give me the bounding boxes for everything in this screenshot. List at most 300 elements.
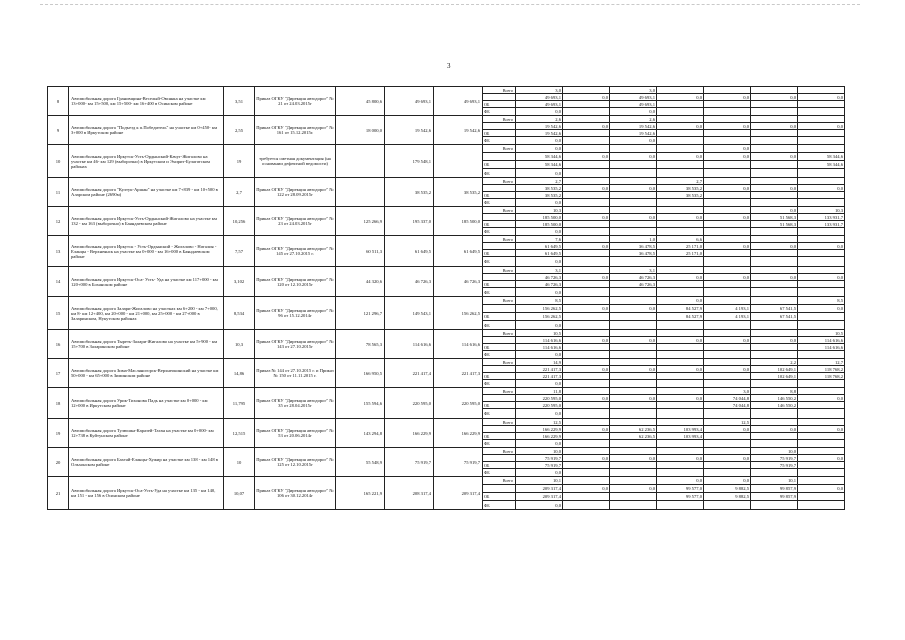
year-value-cell: 0,0 <box>563 426 610 433</box>
funding-source-label: ФБ <box>483 469 516 477</box>
year-value-cell <box>657 199 704 207</box>
estimated-cost: 155 594,6 <box>336 388 385 419</box>
year-value-cell <box>657 169 704 178</box>
year-value-cell <box>610 493 657 501</box>
year-value-cell <box>751 199 798 207</box>
year-value-cell: 10,1 <box>751 477 798 485</box>
current-cost: 46 726,3 <box>385 267 434 297</box>
year-value-cell <box>798 130 845 137</box>
road-name: Автомобильная дорога "Подъезд к п.Победитель" на участке км 0+450- км 3+000 в Иркутском районе <box>69 116 224 145</box>
year-value-cell <box>751 236 798 243</box>
year-value-cell <box>610 501 657 510</box>
year-value-cell <box>657 137 704 145</box>
row-number: 14 <box>48 267 69 297</box>
year-value-cell: 146 550,2 <box>751 395 798 402</box>
year-value-cell: 2,2 <box>751 359 798 366</box>
year-value-cell: 102 649,1 <box>751 366 798 373</box>
year-value-cell <box>563 448 610 455</box>
year-value-cell: 0,0 <box>657 214 704 221</box>
funding-source-label: Всего <box>483 116 516 123</box>
year-value-cell: 46 726,3 <box>516 281 563 288</box>
current-cost: 179 548,1 <box>385 145 434 178</box>
year-value-cell <box>563 221 610 228</box>
year-value-cell <box>657 501 704 510</box>
current-cost: 221 417,4 <box>385 359 434 388</box>
funding-source-label: Всего <box>483 330 516 337</box>
year-value-cell <box>563 257 610 267</box>
year-value-cell <box>657 373 704 380</box>
year-value-cell <box>798 257 845 267</box>
year-value-cell: 0,0 <box>751 185 798 192</box>
road-name: Автомобильная дорога Тулюшка-Каразей-Таган на участке км 0+000- км 12+738 в Куйтунском районе <box>69 419 224 448</box>
year-value-cell <box>751 344 798 351</box>
year-value-cell <box>563 344 610 351</box>
estimated-cost <box>336 145 385 178</box>
row-number: 16 <box>48 330 69 359</box>
year-value-cell: 0,0 <box>657 455 704 462</box>
current-cost: 195 337,0 <box>385 207 434 236</box>
funding-source-label: Всего <box>483 145 516 153</box>
estimated-cost: 60 511,3 <box>336 236 385 267</box>
approval-document: Приказ ОГКУ "Дирекция автодорог" № 161 от 15.12.2015г. <box>255 116 336 145</box>
year-value-cell: 166 229,9 <box>516 433 563 440</box>
year-value-cell: 51 568,3 <box>751 214 798 221</box>
funding-source-label: Всего <box>483 178 516 185</box>
year-value-cell: 62 236,5 <box>610 433 657 440</box>
year-value-cell <box>704 288 751 297</box>
year-value-cell <box>563 351 610 359</box>
year-value-cell: 102 649,1 <box>751 373 798 380</box>
year-value-cell <box>657 330 704 337</box>
year-value-cell: 0,0 <box>657 477 704 485</box>
year-value-cell: 0,0 <box>704 94 751 101</box>
year-value-cell <box>704 501 751 510</box>
year-value-cell <box>751 419 798 426</box>
year-value-cell <box>704 380 751 388</box>
year-value-cell <box>751 87 798 94</box>
year-value-cell <box>563 493 610 501</box>
year-value-cell: 0,0 <box>563 243 610 250</box>
funding-source-label: ФБ <box>483 321 516 330</box>
year-value-cell: 75 919,7 <box>751 455 798 462</box>
year-value-cell <box>563 145 610 153</box>
year-value-cell <box>751 257 798 267</box>
row-number: 21 <box>48 477 69 510</box>
funding-source-label: Всего <box>483 477 516 485</box>
year-value-cell: 3,1 <box>516 267 563 274</box>
year-value-cell <box>704 257 751 267</box>
row-number: 12 <box>48 207 69 236</box>
funding-source-label: ФБ <box>483 199 516 207</box>
year-value-cell: 2,7 <box>516 178 563 185</box>
year-value-cell <box>610 199 657 207</box>
year-value-cell <box>798 469 845 477</box>
funding-source-label: ФБ <box>483 351 516 359</box>
road-name: Автомобильная дорога Иркутск-Усть-Ордынский-Жигалово на участке км 132 - км 163 (выборочно) в Баяндаевском районе <box>69 207 224 236</box>
year-value-cell <box>563 130 610 137</box>
year-value-cell <box>657 380 704 388</box>
year-value-cell: 0,0 <box>610 153 657 161</box>
scan-top-edge <box>40 4 860 5</box>
total-cost <box>434 145 483 178</box>
year-value-cell: 0,0 <box>751 153 798 161</box>
year-value-cell <box>657 388 704 395</box>
year-value-cell <box>610 388 657 395</box>
funding-source-label: Всего <box>483 236 516 243</box>
year-value-cell <box>563 380 610 388</box>
year-value-cell: 19 542,6 <box>516 130 563 137</box>
year-value-cell: 0,0 <box>657 366 704 373</box>
year-value-cell <box>657 351 704 359</box>
year-value-cell <box>657 359 704 366</box>
estimated-cost: 78 565,3 <box>336 330 385 359</box>
year-value-cell: 114 616,6 <box>516 337 563 344</box>
year-value-cell <box>751 281 798 288</box>
year-value-cell <box>798 87 845 94</box>
estimated-cost: 121 296,7 <box>336 297 385 330</box>
year-value-cell: 0,0 <box>610 395 657 402</box>
year-value-cell: 74 044,8 <box>704 395 751 402</box>
year-value-cell: 0,0 <box>657 123 704 130</box>
year-value-cell: 209 317,4 <box>516 493 563 501</box>
current-cost: 49 693,1 <box>385 87 434 116</box>
year-value-cell <box>704 207 751 214</box>
row-number: 15 <box>48 297 69 330</box>
year-value-cell: 0,0 <box>751 274 798 281</box>
year-value-cell: 61 649,5 <box>516 250 563 257</box>
year-value-cell: 0,0 <box>610 108 657 116</box>
table-row <box>48 236 845 243</box>
year-value-cell: 0,0 <box>704 243 751 250</box>
year-value-cell <box>704 440 751 448</box>
year-value-cell: 49 693,1 <box>610 101 657 108</box>
year-value-cell: 49 693,1 <box>610 94 657 101</box>
current-cost: 166 229,9 <box>385 419 434 448</box>
year-value-cell <box>704 462 751 469</box>
funding-source-label: ОБ <box>483 281 516 288</box>
year-value-cell <box>610 145 657 153</box>
year-value-cell <box>610 469 657 477</box>
year-value-cell <box>657 321 704 330</box>
year-value-cell: 0,0 <box>516 409 563 419</box>
year-value-cell <box>563 288 610 297</box>
year-value-cell <box>657 228 704 236</box>
year-value-cell: 0,0 <box>563 214 610 221</box>
year-value-cell <box>704 321 751 330</box>
year-value-cell: 103 993,4 <box>657 433 704 440</box>
estimated-cost: 18 000,0 <box>336 116 385 145</box>
year-value-cell <box>657 161 704 169</box>
year-value-cell <box>751 409 798 419</box>
year-value-cell <box>657 288 704 297</box>
year-value-cell: 38 535,2 <box>516 192 563 199</box>
year-value-cell <box>610 359 657 366</box>
year-value-cell <box>704 409 751 419</box>
total-cost: 220 595,0 <box>434 388 483 419</box>
year-value-cell: 75 919,7 <box>516 455 563 462</box>
year-value-cell <box>704 199 751 207</box>
year-value-cell: 12,7 <box>798 359 845 366</box>
funding-source-label: ФБ <box>483 380 516 388</box>
row-number: 18 <box>48 388 69 419</box>
year-value-cell <box>657 419 704 426</box>
year-value-cell <box>563 137 610 145</box>
year-value-cell <box>563 161 610 169</box>
year-value-cell: 0,0 <box>751 123 798 130</box>
year-value-cell: 0,0 <box>563 485 610 493</box>
funding-source-label: ФБ <box>483 169 516 178</box>
year-value-cell <box>610 313 657 321</box>
year-value-cell: 0,0 <box>704 366 751 373</box>
year-value-cell <box>657 402 704 409</box>
total-cost: 75 919,7 <box>434 448 483 477</box>
road-length: 14,86 <box>224 359 255 388</box>
year-value-cell: 10,3 <box>516 207 563 214</box>
approval-document: Приказ ОГКУ "Дирекция автодорог" № 125 от 12.10.2015г <box>255 448 336 477</box>
year-value-cell: 0,0 <box>751 207 798 214</box>
year-value-cell <box>610 221 657 228</box>
year-value-cell <box>563 250 610 257</box>
year-value-cell <box>563 462 610 469</box>
year-value-cell <box>704 250 751 257</box>
funding-source-label: Всего <box>483 267 516 274</box>
year-value-cell <box>798 169 845 178</box>
year-value-cell: 0,0 <box>563 455 610 462</box>
year-value-cell <box>704 228 751 236</box>
total-cost: 49 693,1 <box>434 87 483 116</box>
estimated-cost: 55 548,9 <box>336 448 385 477</box>
estimated-cost: 44 320,6 <box>336 267 385 297</box>
table-row <box>48 448 845 455</box>
year-value-cell <box>657 116 704 123</box>
road-length: 11,795 <box>224 388 255 419</box>
year-value-cell: 0,0 <box>798 243 845 250</box>
funding-source-label: ФБ <box>483 409 516 419</box>
approval-document: Приказ ОГКУ "Дирекция автодорог" № 96 от 15.12.2014г <box>255 297 336 330</box>
year-value-cell <box>751 440 798 448</box>
year-value-cell <box>751 192 798 199</box>
year-value-cell <box>657 344 704 351</box>
year-value-cell: 0,0 <box>516 108 563 116</box>
year-value-cell: 10,5 <box>798 330 845 337</box>
year-value-cell <box>704 469 751 477</box>
year-value-cell: 0,0 <box>657 297 704 305</box>
year-value-cell <box>751 178 798 185</box>
funding-source-label: ОБ <box>483 130 516 137</box>
year-value-cell <box>610 344 657 351</box>
year-value-cell: 0,0 <box>610 137 657 145</box>
year-value-cell: 156 262,5 <box>516 305 563 313</box>
estimated-cost: 143 294,8 <box>336 419 385 448</box>
current-cost: 75 919,7 <box>385 448 434 477</box>
road-length: 10,3 <box>224 330 255 359</box>
road-length: 10 <box>224 448 255 477</box>
year-value-cell <box>657 257 704 267</box>
year-value-cell <box>563 330 610 337</box>
road-length: 10,07 <box>224 477 255 510</box>
year-value-cell: 0,0 <box>704 274 751 281</box>
funding-source-label: Всего <box>483 388 516 395</box>
year-value-cell: 0,0 <box>751 426 798 433</box>
year-value-cell <box>704 359 751 366</box>
year-value-cell: 49 693,1 <box>516 94 563 101</box>
table-row <box>48 330 845 337</box>
funding-source-label: ФБ <box>483 501 516 510</box>
year-value-cell: 0,0 <box>798 455 845 462</box>
year-value-cell <box>751 161 798 169</box>
year-value-cell: 3,1 <box>610 267 657 274</box>
year-value-cell: 0,0 <box>704 455 751 462</box>
road-length: 12,515 <box>224 419 255 448</box>
table-row <box>48 477 845 485</box>
year-value-cell <box>751 288 798 297</box>
table-row <box>48 267 845 274</box>
year-value-cell <box>704 108 751 116</box>
year-value-cell: 25 171,0 <box>657 243 704 250</box>
year-value-cell <box>610 373 657 380</box>
year-value-cell <box>798 388 845 395</box>
year-value-cell <box>798 178 845 185</box>
year-value-cell <box>798 493 845 501</box>
year-value-cell: 0,0 <box>798 274 845 281</box>
year-value-cell: 0,0 <box>751 337 798 344</box>
year-value-cell <box>610 169 657 178</box>
approval-document: Приказ ОГКУ "Дирекция автодорог" № 120 от 12.10.2015г <box>255 267 336 297</box>
year-value-cell: 67 541,5 <box>751 313 798 321</box>
current-cost: 149 543,1 <box>385 297 434 330</box>
funding-source-label: Всего <box>483 297 516 305</box>
table-row <box>48 297 845 305</box>
funding-source-label: Всего <box>483 448 516 455</box>
year-value-cell: 62 236,5 <box>610 426 657 433</box>
funding-source-label: ФБ <box>483 440 516 448</box>
year-value-cell <box>704 169 751 178</box>
funding-source-label: Всего <box>483 359 516 366</box>
year-value-cell <box>610 409 657 419</box>
year-value-cell <box>657 409 704 419</box>
road-name: Автомобильная дорога Бахтай-Еланцы-Хужир на участке км 138 - км 148 в Ольхонском районе <box>69 448 224 477</box>
funding-source-label <box>483 426 516 433</box>
funding-source-label: ОБ <box>483 462 516 469</box>
year-value-cell: 221 417,3 <box>516 366 563 373</box>
year-value-cell <box>798 462 845 469</box>
year-value-cell <box>798 402 845 409</box>
year-value-cell <box>798 409 845 419</box>
road-name: Автомобильная дорога Иркутск - Усть-Ордынский - Жигалово - Наталия - Еланцы - Верхнеянск на участке км 0+000 - км 16+000 в Баяндаевском районе <box>69 236 224 267</box>
road-name: Автомобильная дорога Урик-Тихонова Падь на участке км 0+000 - км 12+000 в Иркутском районе <box>69 388 224 419</box>
year-value-cell <box>798 281 845 288</box>
year-value-cell: 9 882,5 <box>704 493 751 501</box>
year-value-cell: 0,0 <box>798 426 845 433</box>
road-name: Автомобильная дорога Грановщина-Веселый-Овсянка на участке км 13+000- км 15+500, км 15+500- км 16+400 в Осинском районе <box>69 87 224 116</box>
funding-source-label: ОБ <box>483 313 516 321</box>
page-number: 3 <box>447 62 451 70</box>
total-cost: 156 262,5 <box>434 297 483 330</box>
year-value-cell: 0,0 <box>516 199 563 207</box>
year-value-cell <box>563 433 610 440</box>
year-value-cell <box>704 351 751 359</box>
year-value-cell: 133 931,7 <box>798 214 845 221</box>
year-value-cell <box>751 101 798 108</box>
total-cost: 46 726,3 <box>434 267 483 297</box>
year-value-cell <box>798 321 845 330</box>
year-value-cell <box>657 145 704 153</box>
table-row <box>48 207 845 214</box>
year-value-cell: 51 568,3 <box>751 221 798 228</box>
year-value-cell <box>610 419 657 426</box>
road-name: Автомобильная дорога "Култук-Аршан" на участке км 7+839 - км 10+500 в Аларском районе (2690м) <box>69 178 224 207</box>
year-value-cell: 7,6 <box>516 236 563 243</box>
total-cost: 38 535,2 <box>434 178 483 207</box>
year-value-cell <box>751 228 798 236</box>
year-value-cell: 36 478,5 <box>610 243 657 250</box>
year-value-cell <box>798 101 845 108</box>
year-value-cell <box>610 288 657 297</box>
funding-source-label <box>483 366 516 373</box>
year-value-cell <box>798 228 845 236</box>
year-value-cell: 10,1 <box>516 477 563 485</box>
year-value-cell: 0,0 <box>657 94 704 101</box>
year-value-cell: 3,0 <box>704 388 751 395</box>
year-value-cell: 156 262,5 <box>516 313 563 321</box>
year-value-cell <box>798 448 845 455</box>
funding-source-label <box>483 274 516 281</box>
year-value-cell <box>704 373 751 380</box>
year-value-cell: 166 229,9 <box>516 426 563 433</box>
year-value-cell: 0,0 <box>563 395 610 402</box>
funding-source-label <box>483 455 516 462</box>
year-value-cell <box>751 169 798 178</box>
year-value-cell <box>751 330 798 337</box>
row-number: 17 <box>48 359 69 388</box>
year-value-cell: 0,0 <box>516 351 563 359</box>
year-value-cell: 0,0 <box>610 305 657 313</box>
funding-source-label <box>483 153 516 161</box>
estimated-cost: 165 221,9 <box>336 477 385 510</box>
year-value-cell <box>610 161 657 169</box>
row-number: 20 <box>48 448 69 477</box>
year-value-cell <box>610 351 657 359</box>
year-value-cell: 0,0 <box>751 94 798 101</box>
funding-source-label: Всего <box>483 207 516 214</box>
year-value-cell: 74 044,8 <box>704 402 751 409</box>
road-name: Автомобильная дорога Иркутск-Оса-Усть-Уда на участке км 135 - км 140, км 151 - км 156 в Осинском районе <box>69 477 224 510</box>
year-value-cell <box>798 108 845 116</box>
year-value-cell <box>563 419 610 426</box>
year-value-cell <box>798 433 845 440</box>
year-value-cell <box>704 267 751 274</box>
year-value-cell: 99 577,0 <box>657 493 704 501</box>
year-value-cell <box>563 321 610 330</box>
road-name: Автомобильная дорога Тыреть-Залари-Жигалово на участке км 5+900 - км 15+700 в Заларинском районе <box>69 330 224 359</box>
year-value-cell: 6,6 <box>657 236 704 243</box>
year-value-cell <box>704 297 751 305</box>
total-cost: 114 616,6 <box>434 330 483 359</box>
year-value-cell: 0,0 <box>610 485 657 493</box>
current-cost: 38 535,2 <box>385 178 434 207</box>
current-cost: 208 317,4 <box>385 477 434 510</box>
year-value-cell <box>798 501 845 510</box>
road-length: 3,102 <box>224 267 255 297</box>
year-value-cell: 0,0 <box>516 469 563 477</box>
year-value-cell: 0,0 <box>563 305 610 313</box>
funding-source-label: ОБ <box>483 344 516 351</box>
year-value-cell <box>563 178 610 185</box>
year-value-cell <box>657 440 704 448</box>
current-cost: 114 616,6 <box>385 330 434 359</box>
year-value-cell <box>798 192 845 199</box>
funding-source-label: Всего <box>483 419 516 426</box>
